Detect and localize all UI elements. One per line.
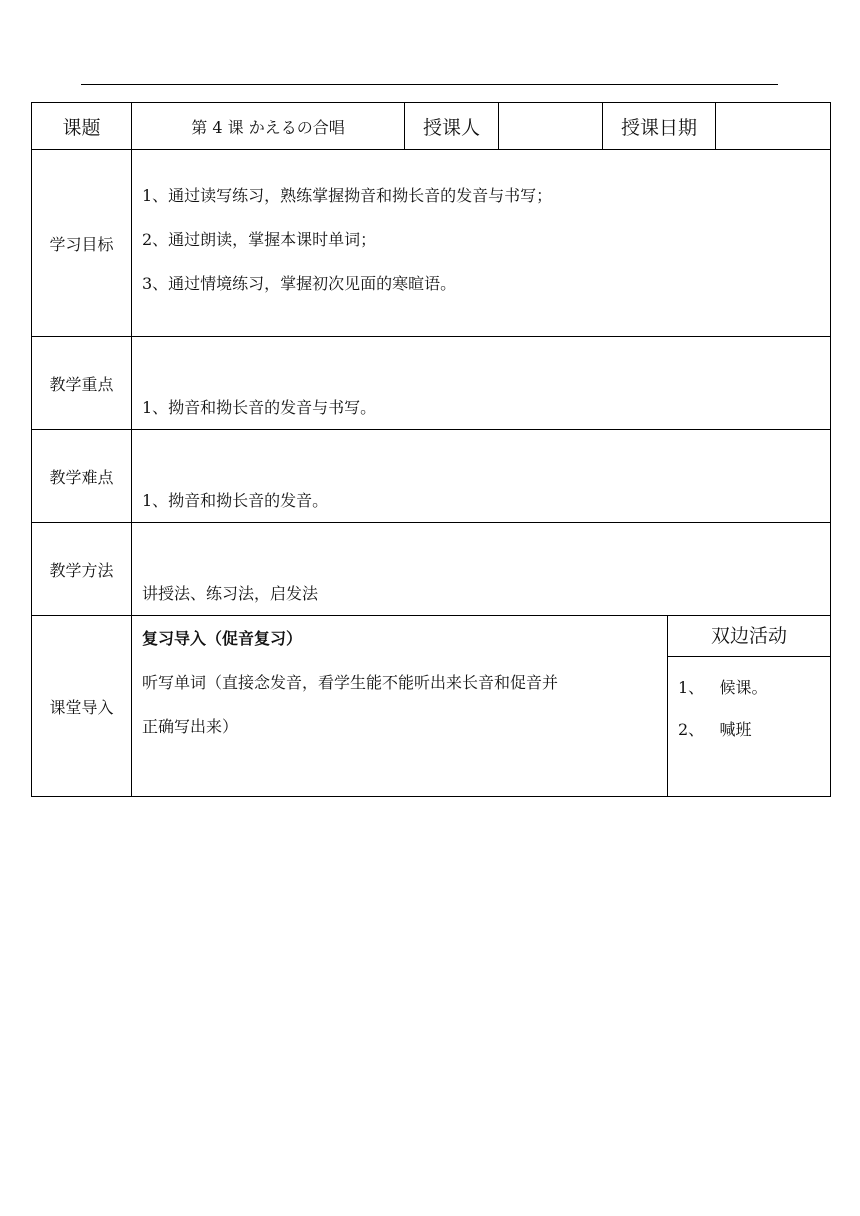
methods-row (32, 523, 831, 616)
objective-item: 1、通过读写练习，熟练掌握拗音和拗长音的发音与书写； (142, 186, 553, 205)
intro-line-1: 听写单词（直接念发音，看学生能不能听出来长音和促音并 (142, 673, 559, 692)
intro-row (32, 616, 831, 797)
methods-label: 教学方法 (32, 523, 132, 616)
methods-text: 讲授法、练习法，启发法 (142, 584, 319, 603)
activity-cell (668, 616, 831, 797)
topic-value: 第 4 课 かえるの合唱 (132, 103, 405, 150)
key-points-row (32, 337, 831, 430)
key-points-label: 教学重点 (32, 337, 132, 430)
intro-line-2: 正确写出来） (142, 717, 239, 736)
activity-header: 双边活动 (668, 616, 830, 657)
header-row (32, 103, 831, 150)
objective-item: 2、通过朗读，掌握本课时单词； (142, 230, 377, 249)
date-label: 授课日期 (603, 103, 716, 150)
intro-label: 课堂导入 (32, 616, 132, 797)
objective-item: 3、通过情境练习，掌握初次见面的寒暄语。 (142, 274, 457, 293)
methods-content (132, 523, 831, 616)
key-points-content (132, 337, 831, 430)
difficulties-content (132, 430, 831, 523)
date-value (716, 103, 831, 150)
difficulties-row (32, 430, 831, 523)
difficulties-text: 1、拗音和拗长音的发音。 (142, 491, 329, 510)
teacher-value (499, 103, 603, 150)
teacher-label: 授课人 (405, 103, 499, 150)
topic-label: 课题 (32, 103, 132, 150)
objectives-content (132, 150, 831, 337)
activity-item: 2、 喊班 (678, 720, 752, 739)
objectives-label: 学习目标 (32, 150, 132, 337)
header-rule (81, 84, 778, 85)
intro-content (132, 616, 668, 797)
lesson-plan-table (31, 102, 831, 797)
difficulties-label: 教学难点 (32, 430, 132, 523)
activity-item: 1、 候课。 (678, 678, 768, 697)
intro-title: 复习导入（促音复习） (142, 629, 303, 648)
objectives-row (32, 150, 831, 337)
key-points-text: 1、拗音和拗长音的发音与书写。 (142, 398, 377, 417)
